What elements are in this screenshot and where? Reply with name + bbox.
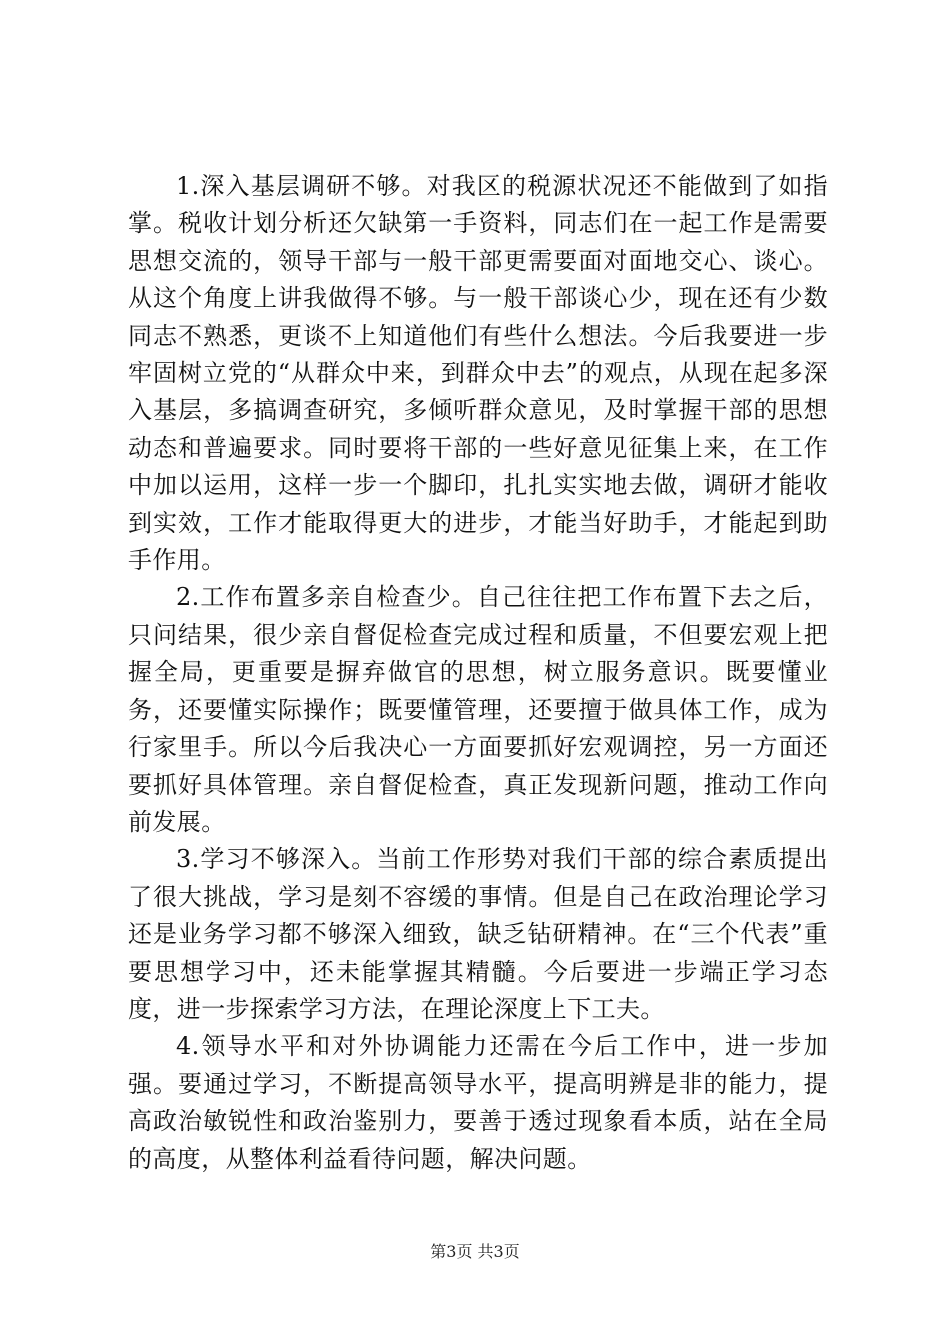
document-body (128, 168, 828, 1178)
paragraph-3: 3.学习不够深入。当前工作形势对我们干部的综合素质提出了很大挑战，学习是刻不容缓的事情。但是自己在政治理论学习还是业务学习都不够深入细致，缺乏钻研精神。在“三个代表”重要思想学习中，还未能掌握其精髓。今后要进一步端正学习态度，进一步探索学习方法，在理论深度上下工夫。 (128, 845, 828, 1023)
paragraph-2: 2.工作布置多亲自检查少。自己往往把工作布置下去之后，只问结果，很少亲自督促检查完成过程和质量，不但要宏观上把握全局，更重要是摒弃做官的思想，树立服务意识。既要懂业务，还要懂实际操作；既要懂管理，还要擅于做具体工作，成为行家里手。所以今后我决心一方面要抓好宏观调控，另一方面还要抓好具体管理。亲自督促检查，真正发现新问题，推动工作向前发展。 (128, 583, 828, 836)
paragraph-4: 4.领导水平和对外协调能力还需在今后工作中，进一步加强。要通过学习，不断提高领导水平，提高明辨是非的能力，提高政治敏锐性和政治鉴别力，要善于透过现象看本质，站在全局的高度，从整体利益看待问题，解决问题。 (128, 1032, 828, 1173)
page-footer: 第3页 共3页 (430, 1242, 520, 1261)
paragraph-1: 1.深入基层调研不够。对我区的税源状况还不能做到了如指掌。税收计划分析还欠缺第一手资料，同志们在一起工作是需要思想交流的，领导干部与一般干部更需要面对面地交心、谈心。从这个角度上讲我做得不够。与一般干部谈心少，现在还有少数同志不熟悉，更谈不上知道他们有些什么想法。今后我要进一步牢固树立党的“从群众中来，到群众中去”的观点，从现在起多深入基层，多搞调查研究，多倾听群众意见，及时掌握干部的思想动态和普遍要求。同时要将干部的一些好意见征集上来，在工作中加以运用，这样一步一个脚印，扎扎实实地去做，调研才能收到实效，工作才能取得更大的进步，才能当好助手，才能起到助手作用。 (128, 172, 828, 575)
